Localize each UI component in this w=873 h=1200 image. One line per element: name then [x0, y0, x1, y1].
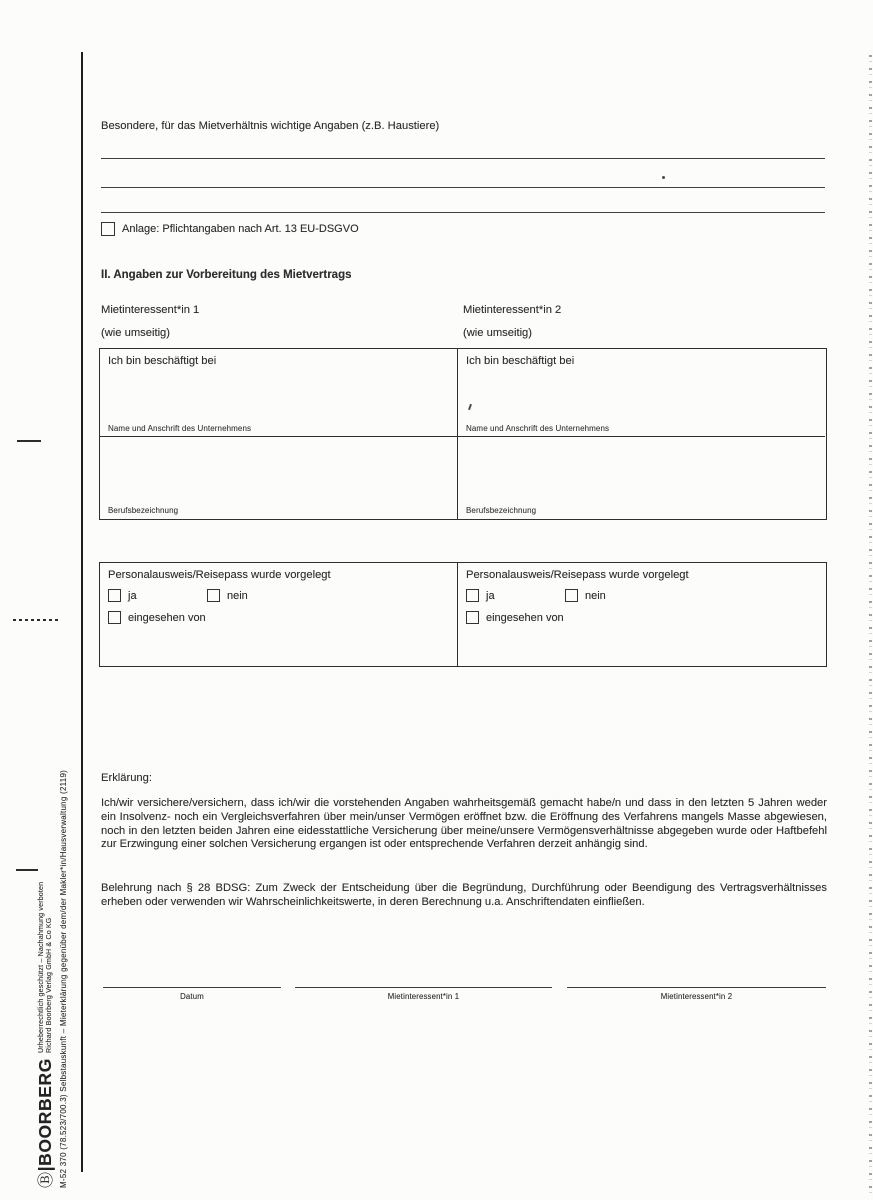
special-notes-label: Besondere, für das Mietverhältnis wichtige Angaben (z.B. Haustiere)	[101, 120, 440, 132]
job-field-1[interactable]	[100, 437, 457, 518]
applicant2-signature-line[interactable]	[567, 987, 826, 988]
id-no-label-1: nein	[227, 589, 248, 602]
scan-artifact	[662, 176, 665, 179]
id-inspected-checkbox-2[interactable]	[466, 611, 479, 624]
id-no-checkbox-2[interactable]	[565, 589, 578, 602]
employed-label-1: Ich bin beschäftigt bei	[108, 355, 217, 367]
id-table	[99, 562, 827, 667]
id-title-1: Personalausweis/Reisepass wurde vorgelegt	[108, 569, 331, 581]
date-label: Datum	[180, 992, 204, 1001]
company-field-1[interactable]	[100, 349, 457, 436]
date-signature-line[interactable]	[103, 987, 281, 988]
id-title-2: Personalausweis/Reisepass wurde vorgelegt	[466, 569, 689, 581]
applicant1-title: Mietinteressent*in 1	[101, 304, 200, 316]
section2-title: II. Angaben zur Vorbereitung des Mietvertrags	[101, 269, 352, 281]
scan-edge-noise	[869, 55, 872, 1195]
employed-label-2: Ich bin beschäftigt bei	[466, 355, 575, 367]
applicant1-signature-label: Mietinteressent*in 1	[387, 992, 460, 1001]
job-caption-2: Berufsbezeichnung	[466, 506, 537, 515]
fold-mark-middle	[13, 619, 58, 621]
id-inspected-label-2: eingesehen von	[486, 611, 564, 624]
publisher-logo-text: |BOORBERG	[35, 1058, 55, 1172]
notes-line-2[interactable]	[101, 187, 825, 188]
id-inspected-checkbox-1[interactable]	[108, 611, 121, 624]
id-yes-label-1: ja	[128, 589, 137, 602]
company-caption-1: Name und Anschrift des Unternehmens	[108, 424, 252, 433]
id-yes-label-2: ja	[486, 589, 495, 602]
attachment-label: Anlage: Pflichtangaben nach Art. 13 EU-DSGVO	[122, 223, 359, 235]
applicant2-title: Mietinteressent*in 2	[463, 304, 562, 316]
notes-line-1[interactable]	[101, 158, 825, 159]
employment-col-2	[458, 349, 825, 519]
left-margin-rule	[81, 52, 83, 1172]
declaration-heading: Erklärung:	[101, 772, 152, 784]
attachment-row	[101, 222, 359, 236]
applicant1-signature-line[interactable]	[295, 987, 552, 988]
applicant2-signature-block	[567, 987, 826, 1001]
company-caption-2: Name und Anschrift des Unternehmens	[466, 424, 610, 433]
catalog-number: M-52 370 (78.523/700.3) Selbstauskunft – Mieterklärung gegenüber dem/der Makler*in/Hausverwaltung (2119)	[59, 769, 68, 1188]
declaration-text: Ich/wir versichere/versichern, dass ich/wir die vorstehenden Angaben wahrheitsgemäß gemacht habe/n und dass in den letzten 5 Jahren weder ein Insolvenz- noch ein Vergleichsverfahren über mein/unser Vermögen eröffnet bzw. die Eröffnung des Verfahrens mangels Masse abgewiesen, noch in den letzten beiden Jahren eine eidesstattliche Versicherung über meine/unsere Vermögensverhältnisse abgegeben wurde oder Haftbefehl zur Erzwingung einer solchen Versicherung ergangen ist oder entsprechende Verfahren derzeit anhängig sind.	[101, 797, 827, 851]
copyright-line-2: Richard Boorberg Verlag GmbH & Co KG	[45, 917, 54, 1054]
copyright-line-1: Urheberrechtlich geschützt – Nachahmung verboten	[36, 881, 45, 1054]
boorberg-logo	[33, 1058, 56, 1188]
id-cell-1	[100, 563, 457, 666]
bdsg-notice-text: Belehrung nach § 28 BDSG: Zum Zweck der Entscheidung über die Begründung, Durchführung oder Beendigung des Vertragsverhältnisses erheben oder verwenden wir Wahrscheinlichkeitswerte, in deren Berechnung u.a. Anschriftendaten einfließen.	[101, 882, 827, 908]
date-signature-block	[103, 987, 281, 1001]
id-col-2	[458, 563, 825, 666]
employment-table	[99, 348, 827, 520]
applicant1-subtitle: (wie umseitig)	[101, 327, 171, 339]
id-no-label-2: nein	[585, 589, 606, 602]
attachment-checkbox[interactable]	[101, 222, 115, 236]
job-caption-1: Berufsbezeichnung	[108, 506, 179, 515]
id-yes-checkbox-1[interactable]	[108, 589, 121, 602]
id-cell-2	[458, 563, 825, 666]
company-field-2[interactable]	[458, 349, 825, 436]
notes-line-3[interactable]	[101, 212, 825, 213]
applicant2-signature-label: Mietinteressent*in 2	[660, 992, 733, 1001]
fold-mark-top	[17, 440, 41, 442]
job-field-2[interactable]	[458, 437, 825, 518]
publisher-sidebar	[33, 683, 68, 1188]
id-col-1	[100, 563, 458, 666]
applicant2-subtitle: (wie umseitig)	[463, 327, 533, 339]
employment-col-1	[100, 349, 458, 519]
copyright-note	[37, 882, 56, 1053]
id-yes-checkbox-2[interactable]	[466, 589, 479, 602]
id-no-checkbox-1[interactable]	[207, 589, 220, 602]
id-inspected-label-1: eingesehen von	[128, 611, 206, 624]
publisher-logo-icon: Ⓑ	[38, 1171, 55, 1188]
applicant1-signature-block	[295, 987, 552, 1001]
